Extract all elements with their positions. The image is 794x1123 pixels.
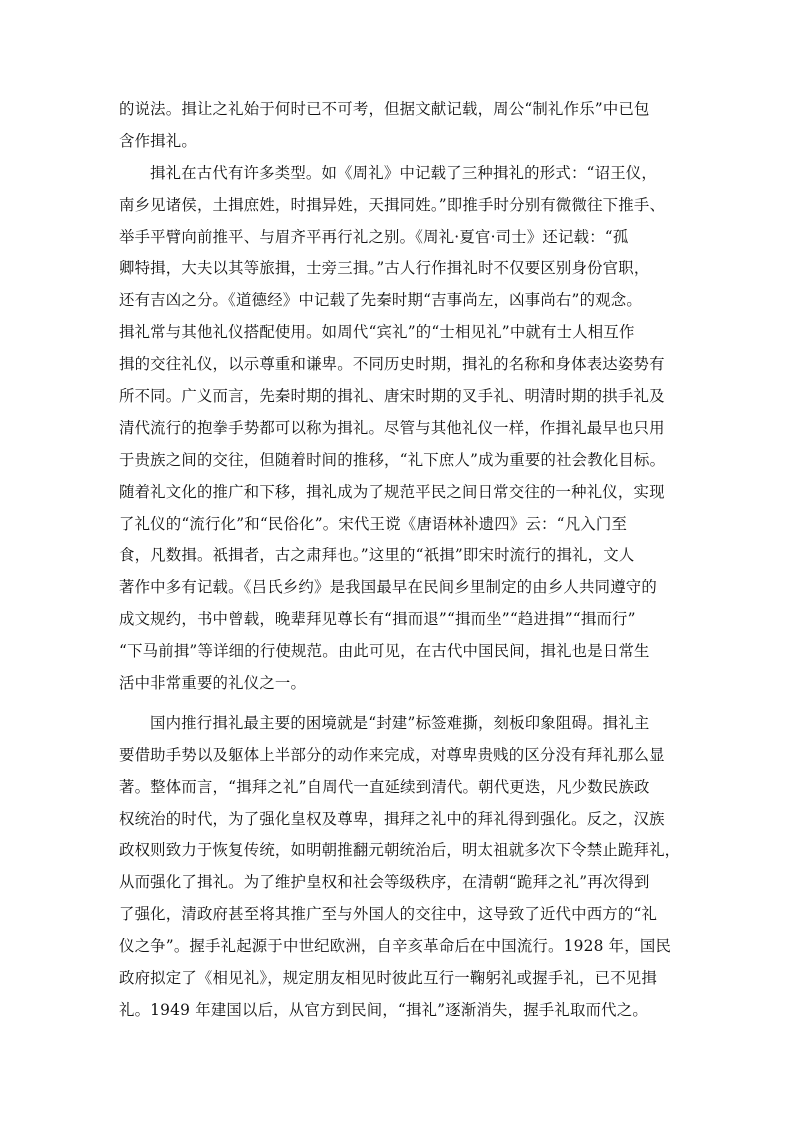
- text-line: 权统治的时代，为了强化皇权及尊卑，揖拜之礼中的拜礼得到强化。反之，汉族: [119, 809, 665, 828]
- text-line: 活中非常重要的礼仪之一。: [119, 674, 307, 693]
- text-line: 清代流行的抱拳手势都可以称为揖礼。尽管与其他礼仪一样，作揖礼最早也只用: [119, 418, 665, 437]
- text-line: 著作中多有记载。《吕氏乡约》是我国最早在民间乡里制定的由乡人共同遵守的: [119, 578, 657, 597]
- text-line: 南乡见诸侯，土揖庶姓，时揖异姓，天揖同姓。”即推手时分别有微微往下推手、: [119, 195, 666, 214]
- paragraph-1: [119, 94, 685, 158]
- text-line: 食，凡数揖。祇揖者，古之肃拜也。”这里的“祇揖”即宋时流行的揖礼，文人: [119, 546, 635, 565]
- text-line: 从而强化了揖礼。为了维护皇权和社会等级秩序，在清朝“跪拜之礼”再次得到: [119, 873, 650, 892]
- text-line: 还有吉凶之分。《道德经》中记载了先秦时期“吉事尚左，凶事尚右”的观念。: [119, 291, 642, 310]
- text-line: 于贵族之间的交往，但随着时间的推移，“礼下庶人”成为重要的社会教化目标。: [119, 450, 666, 469]
- text-line: 含作揖礼。: [119, 131, 197, 150]
- text-line: 成文规约，书中曾载，晚辈拜见尊长有“揖而退”“揖而坐”“趋进揖”“揖而行”: [119, 610, 636, 629]
- text-line: 要借助手势以及躯体上半部分的动作来完成，对尊卑贵贱的区分没有拜礼那么显: [119, 745, 665, 764]
- paragraph-2: [119, 158, 685, 700]
- text-line: 了强化，清政府甚至将其推广至与外国人的交往中，这导致了近代中西方的“礼: [119, 905, 658, 924]
- text-line: 礼。1949 年建国以后，从官方到民间，“揖礼”逐渐消失，握手礼取而代之。: [119, 1000, 648, 1019]
- text-line: 所不同。广义而言，先秦时期的揖礼、唐宋时期的叉手礼、明清时期的拱手礼及: [119, 387, 665, 406]
- text-line: 举手平臂向前推平、与眉齐平再行礼之别。《周礼·夏官·司士》还记载：“孤: [119, 227, 629, 246]
- text-line: “下马前揖”等详细的行使规范。由此可见，在古代中国民间，揖礼也是日常生: [119, 642, 650, 661]
- text-line: 政权则致力于恢复传统，如明朝推翻元朝统治后，明太祖就多次下令禁止跪拜礼，: [119, 841, 681, 860]
- paragraph-gap: [119, 700, 685, 708]
- text-line: 政府拟定了《相见礼》，规定朋友相见时彼此互行一鞠躬礼或握手礼，已不见揖: [119, 969, 657, 988]
- text-line: 揖的交往礼仪，以示尊重和谦卑。不同历史时期，揖礼的名称和身体表达姿势有: [119, 355, 665, 374]
- paragraph-3: [119, 708, 685, 1027]
- text-line: 了礼仪的“流行化”和“民俗化”。宋代王谠《唐语林补遗四》云：“凡入门至: [119, 514, 628, 533]
- text-line: 著。整体而言，“揖拜之礼”自周代一直延续到清代。朝代更迭，凡少数民族政: [119, 777, 650, 796]
- document-body: [119, 94, 685, 1027]
- text-line: 揖礼在古代有许多类型。如《周礼》中记载了三种揖礼的形式：“诏王仪，: [150, 163, 657, 182]
- text-line: 卿特揖，大夫以其等旅揖，士旁三揖。”古人行作揖礼时不仅要区别身份官职，: [119, 259, 650, 278]
- text-line: 国内推行揖礼最主要的困境就是“封建”标签难撕，刻板印象阻碍。揖礼主: [150, 713, 650, 732]
- text-line: 的说法。揖让之礼始于何时已不可考，但据文献记载，周公“制礼作乐”中已包: [119, 100, 650, 118]
- text-line: 随着礼文化的推广和下移，揖礼成为了规范平民之间日常交往的一种礼仪，实现: [119, 482, 665, 501]
- text-line: 揖礼常与其他礼仪搭配使用。如周代“宾礼”的“士相见礼”中就有士人相互作: [119, 323, 635, 342]
- text-line: 仪之争”。握手礼起源于中世纪欧洲，自辛亥革命后在中国流行。1928 年，国民: [119, 937, 672, 956]
